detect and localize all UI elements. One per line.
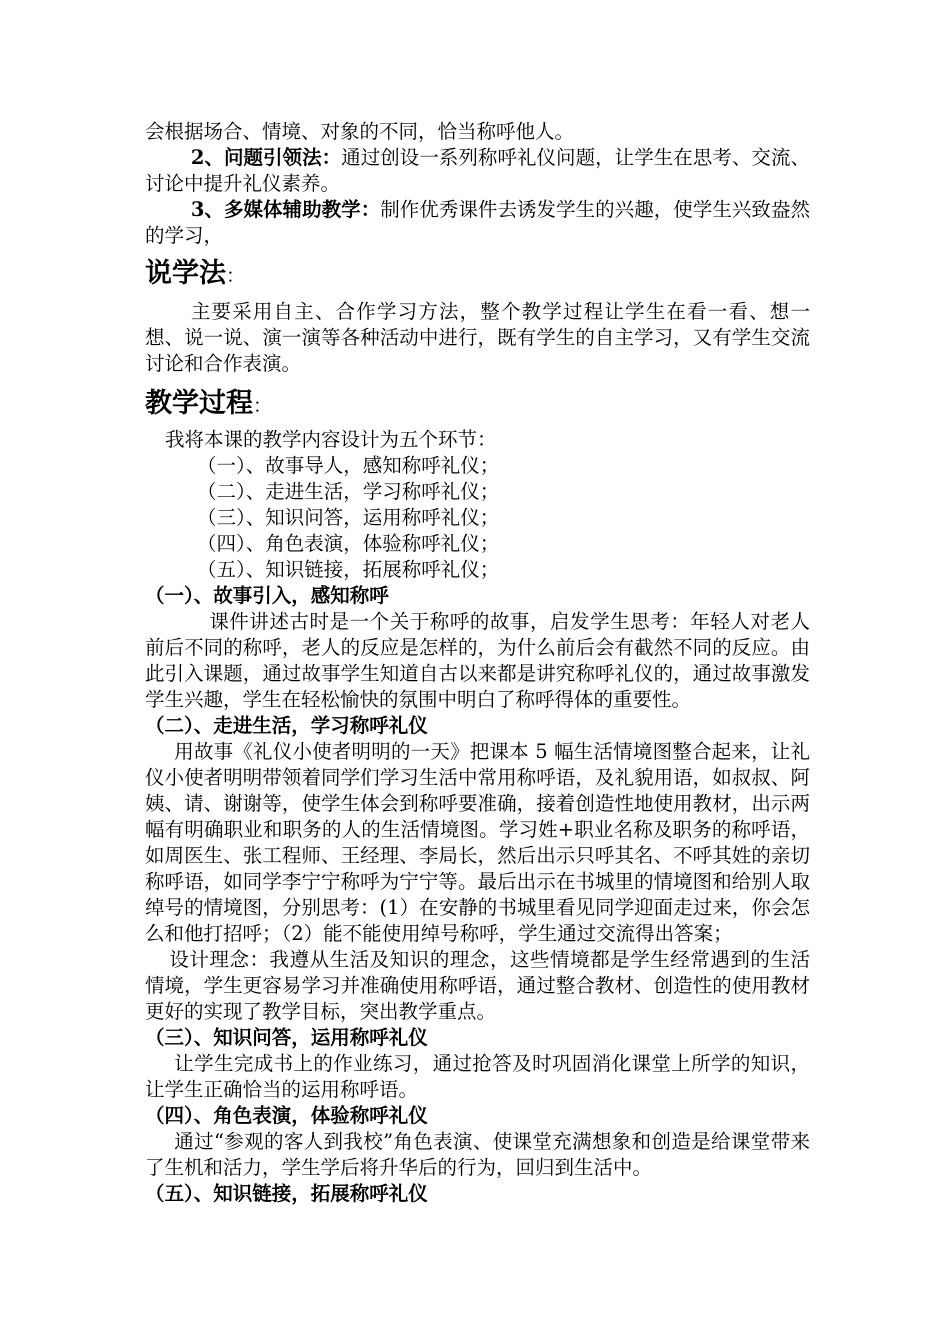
intro-paragraph: 会根据场合、情境、对象的不同，恰当称呼他人。 bbox=[145, 120, 575, 143]
method-2-text: 通过创设一系列称呼礼仪问题，让学生在思考、交流、讨论中提升礼仪素养。 bbox=[145, 146, 810, 195]
method-3-label: 3、多媒体辅助教学： bbox=[190, 198, 381, 221]
process-intro: 我将本课的教学内容设计为五个环节： bbox=[165, 428, 497, 451]
section-3-title: （三）、知识问答，运用称呼礼仪 bbox=[145, 1026, 428, 1049]
process-heading bbox=[145, 387, 810, 423]
process-item: （三）、知识问答，运用称呼礼仪； bbox=[197, 506, 500, 529]
section-4-paragraph: 通过“参观的客人到我校”角色表演、使课堂充满想象和创造是给课堂带来了生机和活力，学生学后将升华后的行为，回归到生活中。 bbox=[145, 1130, 810, 1179]
process-heading-text: 教学过程 bbox=[145, 388, 253, 419]
section-1-title: （一）、故事引入，感知称呼 bbox=[145, 584, 389, 607]
document-body bbox=[145, 119, 810, 1207]
study-method-paragraph: 主要采用自主、合作学习方法，整个教学过程让学生在看一看、想一想、说一说、演一演等各种活动中进行，既有学生的自主学习，又有学生交流讨论和合作表演。 bbox=[145, 300, 810, 375]
method-3-text: 制作优秀课件去诱发学生的兴趣，使学生兴致盎然的学习， bbox=[145, 198, 810, 247]
process-heading-colon: ： bbox=[253, 395, 273, 417]
process-item: （一）、故事导人，感知称呼礼仪； bbox=[197, 454, 500, 477]
process-item: （五）、知识链接，拓展称呼礼仪； bbox=[197, 558, 500, 581]
section-4-title: （四）、角色表演，体验称呼礼仪 bbox=[145, 1104, 428, 1127]
method-2-label: 2、问题引领法： bbox=[190, 146, 342, 169]
process-item: （二）、走进生活，学习称呼礼仪； bbox=[197, 480, 500, 503]
section-2-title: （二）、走进生活，学习称呼礼仪 bbox=[145, 714, 428, 737]
method-2-paragraph bbox=[145, 145, 810, 197]
study-method-heading bbox=[145, 257, 810, 293]
study-method-heading-text: 说学法 bbox=[145, 258, 226, 289]
study-method-heading-colon: ： bbox=[226, 265, 246, 287]
section-3-paragraph: 让学生完成书上的作业练习，通过抢答及时巩固消化课堂上所学的知识，让学生正确恰当的运用称呼语。 bbox=[145, 1052, 810, 1101]
section-1-paragraph: 课件讲述古时是一个关于称呼的故事，启发学生思考：年轻人对老人前后不同的称呼，老人的反应是怎样的，为什么前后会有截然不同的反应。由此引入课题，通过故事学生知道自古以来都是讲究称呼礼仪的，通过故事激发学生兴趣，学生在轻松愉快的氛围中明白了称呼得体的重要性。 bbox=[145, 610, 810, 711]
method-3-paragraph bbox=[145, 197, 810, 249]
section-2-design-concept: 设计理念：我遵从生活及知识的理念，这些情境都是学生经常遇到的生活情境，学生更容易学习并准确使用称呼语，通过整合教材、创造性的使用教材更好的实现了教学目标，突出教学重点。 bbox=[145, 948, 810, 1023]
process-item: （四）、角色表演，体验称呼礼仪； bbox=[197, 532, 500, 555]
section-5-title: （五）、知识链接，拓展称呼礼仪 bbox=[145, 1182, 428, 1205]
section-2-paragraph: 用故事《礼仪小使者明明的一天》把课本 5 幅生活情境图整合起来，让礼仪小使者明明带领着同学们学习生活中常用称呼语，及礼貌用语，如叔叔、阿姨、请、谢谢等，使学生体会到称呼要准确，接着创造性地使用教材，出示两幅有明确职业和职务的人的生活情境图。学习姓+职业名称及职务的称呼语，如周医生、张工程师、王经理、李局长，然后出示只呼其名、不呼其姓的亲切称呼语，如同学李宁宁称呼为宁宁等。最后出示在书城里的情境图和给别人取绰号的情境图，分别思考：(1）在安静的书城里看见同学迎面走过来，你会怎么和他打招呼；（2）能不能使用绰号称呼，学生通过交流得出答案； bbox=[145, 740, 810, 945]
